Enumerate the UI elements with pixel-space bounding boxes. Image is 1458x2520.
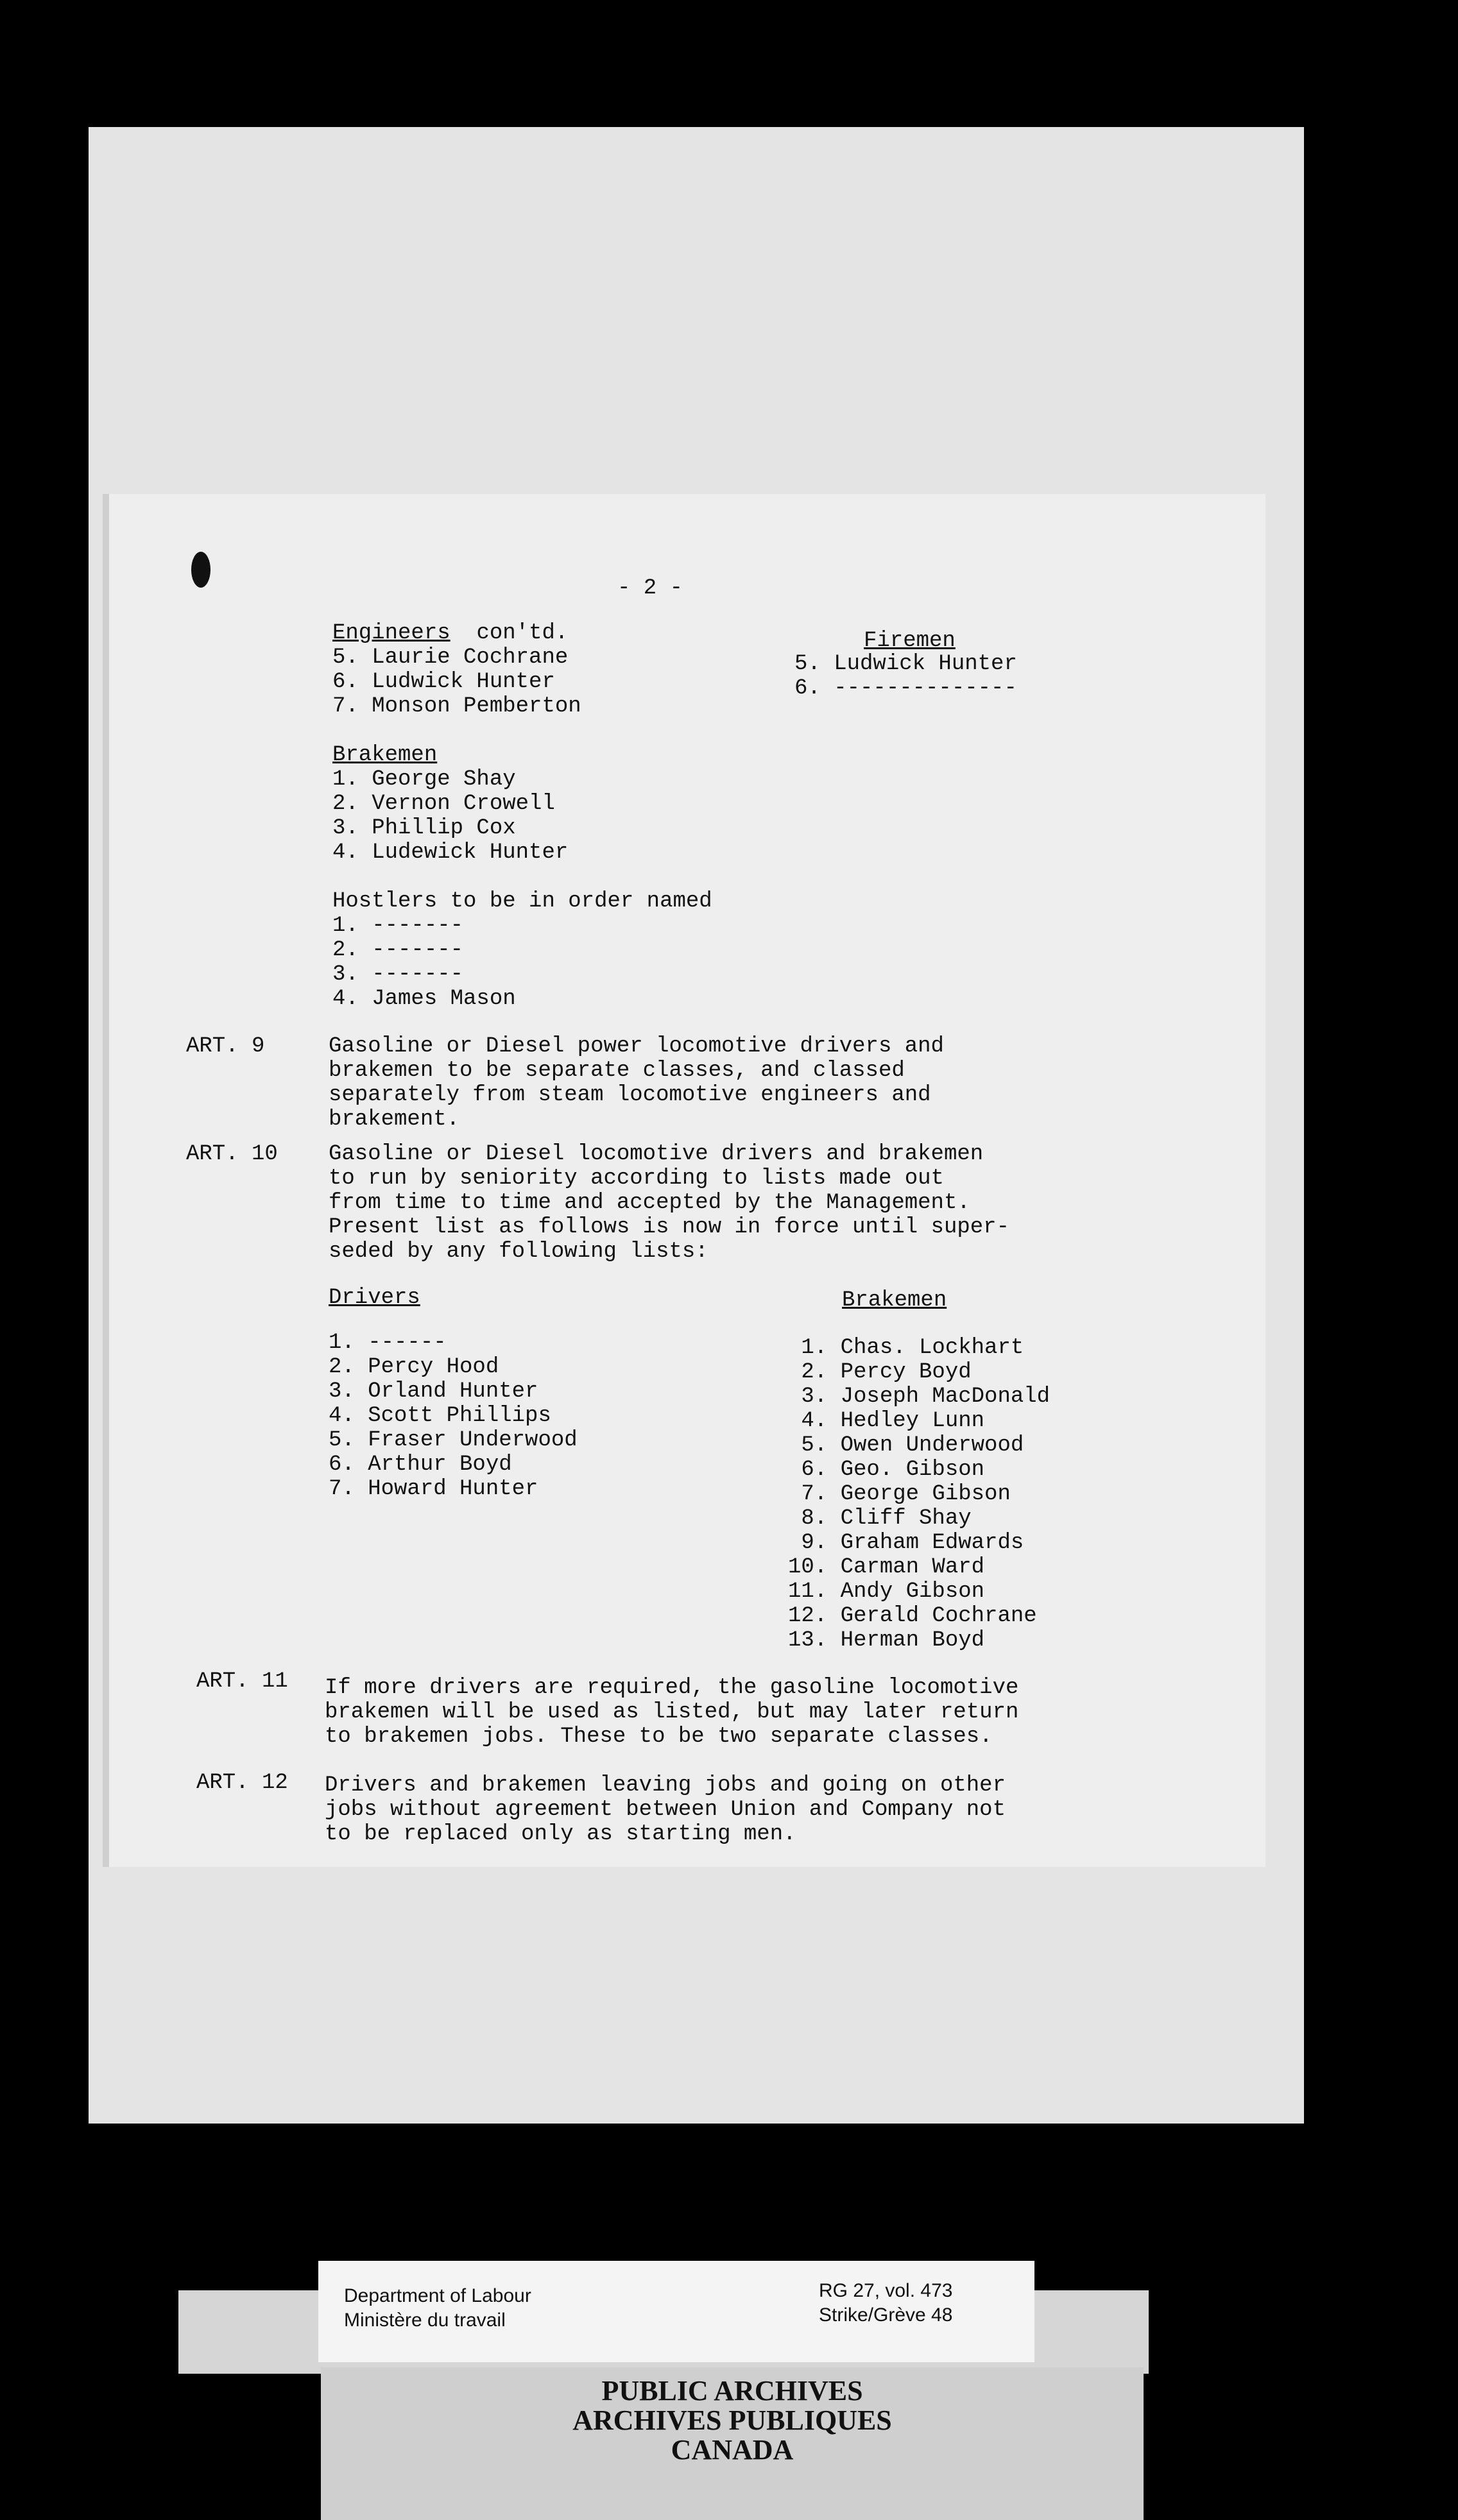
stamp-line-3: CANADA xyxy=(671,2434,794,2465)
art9-line: brakemen to be separate classes, and classed xyxy=(329,1059,905,1083)
art12-line: to be replaced only as starting men. xyxy=(325,1822,796,1846)
art11-line: brakemen will be used as listed, but may later return xyxy=(325,1700,1019,1724)
hostlers-item: 3. ------- xyxy=(332,962,464,987)
art12-label: ART. 12 xyxy=(196,1771,288,1795)
brakemen-gas-item: 10. Carman Ward xyxy=(788,1555,985,1579)
art11-line: If more drivers are required, the gasoline locomotive xyxy=(325,1676,1019,1700)
brakemen-gas-item: 7. George Gibson xyxy=(788,1482,1011,1506)
engineers-item: 5. Laurie Cochrane xyxy=(332,645,569,670)
brakemen-heading: Brakemen xyxy=(332,743,438,767)
art10-line: Present list as follows is now in force until super- xyxy=(329,1215,1009,1239)
art10-label: ART. 10 xyxy=(186,1142,278,1166)
brakemen-gas-item: 2. Percy Boyd xyxy=(788,1360,972,1384)
dept-fr: Ministère du travail xyxy=(344,2310,506,2331)
engineers-heading-suffix: con'td. xyxy=(476,621,569,645)
brakemen-gas-item: 5. Owen Underwood xyxy=(788,1433,1024,1458)
dept-en: Department of Labour xyxy=(344,2285,531,2306)
brakemen-gas-item: 1. Chas. Lockhart xyxy=(788,1336,1024,1360)
stamp-line-2: ARCHIVES PUBLIQUES xyxy=(572,2405,892,2436)
art9-line: separately from steam locomotive engineers and xyxy=(329,1083,931,1107)
page-number: - 2 - xyxy=(617,576,683,600)
brakemen-item: 4. Ludewick Hunter xyxy=(332,840,569,865)
brakemen-gas-item: 6. Geo. Gibson xyxy=(788,1458,985,1482)
drivers-item: 6. Arthur Boyd xyxy=(329,1452,512,1477)
firemen-item: 5. Ludwick Hunter xyxy=(794,652,1017,676)
art9-label: ART. 9 xyxy=(186,1034,265,1059)
art11-label: ART. 11 xyxy=(196,1669,288,1694)
brakemen-gas-item: 3. Joseph MacDonald xyxy=(788,1384,1051,1409)
brakemen-item: 2. Vernon Crowell xyxy=(332,792,555,816)
drivers-item: 1. ------ xyxy=(329,1331,447,1355)
art9-line: brakement. xyxy=(329,1107,460,1132)
brakemen-gas-heading: Brakemen xyxy=(842,1288,947,1313)
engineers-heading-row xyxy=(332,621,568,645)
archive-label-card xyxy=(318,2261,1034,2362)
stamp-line-1: PUBLIC ARCHIVES xyxy=(601,2375,863,2406)
archive-stamp xyxy=(321,2367,1144,2520)
archive-strike: Strike/Grève 48 xyxy=(819,2304,953,2326)
drivers-item: 2. Percy Hood xyxy=(329,1355,499,1379)
art12-line: Drivers and brakemen leaving jobs and going on other xyxy=(325,1773,1006,1798)
engineers-item: 6. Ludwick Hunter xyxy=(332,670,555,694)
brakemen-gas-item: 4. Hedley Lunn xyxy=(788,1409,985,1433)
engineers-heading: Engineers xyxy=(332,621,450,645)
brakemen-gas-item: 9. Graham Edwards xyxy=(788,1531,1024,1555)
punch-hole xyxy=(191,552,210,588)
art10-line: from time to time and accepted by the Management. xyxy=(329,1191,970,1215)
drivers-item: 3. Orland Hunter xyxy=(329,1379,538,1404)
drivers-heading: Drivers xyxy=(329,1286,420,1310)
drivers-item: 4. Scott Phillips xyxy=(329,1404,551,1428)
art11-line: to brakemen jobs. These to be two separate classes. xyxy=(325,1724,993,1749)
brakemen-gas-item: 13. Herman Boyd xyxy=(788,1628,985,1653)
archive-ref: RG 27, vol. 473 xyxy=(819,2280,953,2301)
firemen-item: 6. -------------- xyxy=(794,676,1017,701)
brakemen-gas-item: 8. Cliff Shay xyxy=(788,1506,972,1531)
brakemen-item: 1. George Shay xyxy=(332,767,516,792)
art9-line: Gasoline or Diesel power locomotive drivers and xyxy=(329,1034,944,1059)
art10-line: to run by seniority according to lists made out xyxy=(329,1166,944,1191)
art12-line: jobs without agreement between Union and Company not xyxy=(325,1798,1006,1822)
brakemen-gas-item: 12. Gerald Cochrane xyxy=(788,1604,1037,1628)
hostlers-item: 2. ------- xyxy=(332,938,464,962)
firemen-heading: Firemen xyxy=(864,629,956,653)
drivers-item: 5. Fraser Underwood xyxy=(329,1428,578,1452)
art10-line: Gasoline or Diesel locomotive drivers and brakemen xyxy=(329,1142,984,1166)
hostlers-item: 4. James Mason xyxy=(332,987,516,1011)
hostlers-heading: Hostlers to be in order named xyxy=(332,889,712,914)
hostlers-item: 1. ------- xyxy=(332,914,464,938)
engineers-item: 7. Monson Pemberton xyxy=(332,694,581,719)
brakemen-gas-item: 11. Andy Gibson xyxy=(788,1579,985,1604)
brakemen-item: 3. Phillip Cox xyxy=(332,816,516,840)
art10-line: seded by any following lists: xyxy=(329,1239,708,1264)
drivers-item: 7. Howard Hunter xyxy=(329,1477,538,1501)
